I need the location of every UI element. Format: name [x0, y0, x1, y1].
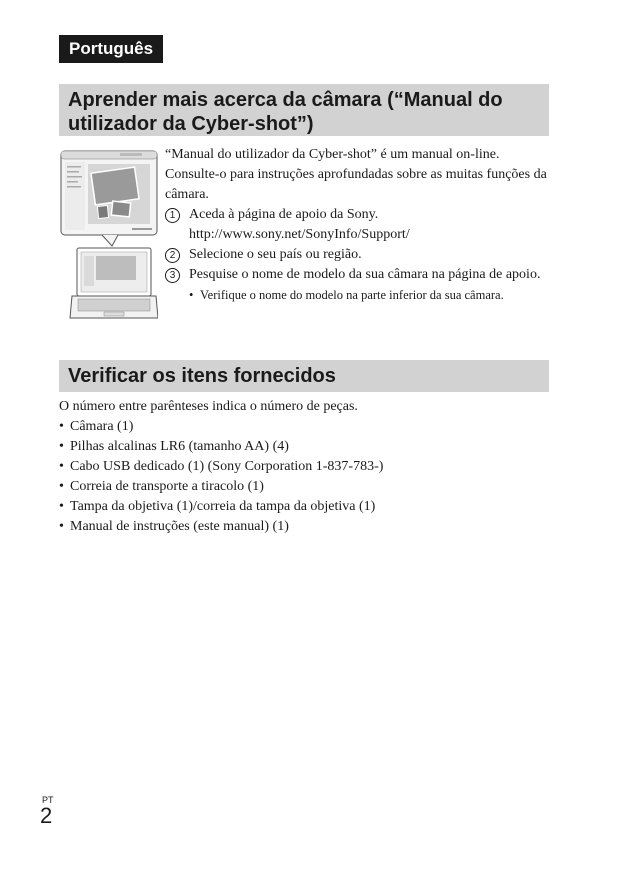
language-tab: Português: [59, 35, 163, 63]
page-language-code: PT: [42, 795, 54, 805]
item-text: Correia de transporte a tiracolo (1): [70, 479, 264, 494]
step-text: Aceda à página de apoio da Sony.: [189, 207, 379, 222]
item-text: Manual de instruções (este manual) (1): [70, 519, 289, 534]
list-item: [59, 517, 549, 537]
bullet: •: [189, 288, 194, 302]
browser-window-icon: [61, 151, 157, 246]
support-url-link[interactable]: http://www.sony.net/SonyInfo/Support/: [189, 227, 410, 242]
list-item: [59, 417, 549, 437]
bullet: •: [59, 439, 64, 454]
section-heading-manual: Aprender mais acerca da câmara (“Manual do utilizador da Cyber-shot”): [59, 84, 549, 136]
supplied-items-list: [59, 417, 549, 537]
laptop-icon: [70, 248, 158, 318]
item-text: Pilhas alcalinas LR6 (tamanho AA) (4): [70, 439, 289, 454]
list-item: [59, 457, 549, 477]
bullet: •: [59, 499, 64, 514]
supplied-intro: O número entre parênteses indica o número de peças.: [59, 399, 358, 414]
manual-intro-paragraph: “Manual do utilizador da Cyber-shot” é um manual on-line. Consulte-o para instruções aprofundadas sobre as muitas funções da câmara.: [165, 147, 547, 202]
page-number: 2: [40, 803, 53, 828]
bullet: •: [59, 479, 64, 494]
step-number: 3: [165, 268, 180, 283]
list-item: [59, 437, 549, 457]
step-number: 1: [165, 208, 180, 223]
steps-list: [165, 205, 550, 304]
model-name-note: [189, 286, 550, 304]
list-item: [59, 477, 549, 497]
bullet: •: [59, 519, 64, 534]
section-heading-supplied-items: Verificar os itens fornecidos: [59, 360, 549, 392]
bullet: •: [59, 459, 64, 474]
note-text: Verifique o nome do modelo na parte inferior da sua câmara.: [200, 288, 504, 302]
bullet: •: [59, 419, 64, 434]
list-item: [165, 265, 550, 304]
item-text: Cabo USB dedicado (1) (Sony Corporation 1-837-783-): [70, 459, 384, 474]
supplied-items-block: [59, 397, 549, 537]
item-text: Tampa da objetiva (1)/correia da tampa da objetiva (1): [70, 499, 376, 514]
laptop-browser-illustration: [60, 150, 158, 322]
list-item: [59, 497, 549, 517]
step-number: 2: [165, 248, 180, 263]
list-item: [165, 205, 550, 245]
list-item: [165, 245, 550, 265]
step-text: Pesquise o nome de modelo da sua câmara na página de apoio.: [189, 267, 541, 282]
item-text: Câmara (1): [70, 419, 134, 434]
step-text: Selecione o seu país ou região.: [189, 247, 362, 262]
